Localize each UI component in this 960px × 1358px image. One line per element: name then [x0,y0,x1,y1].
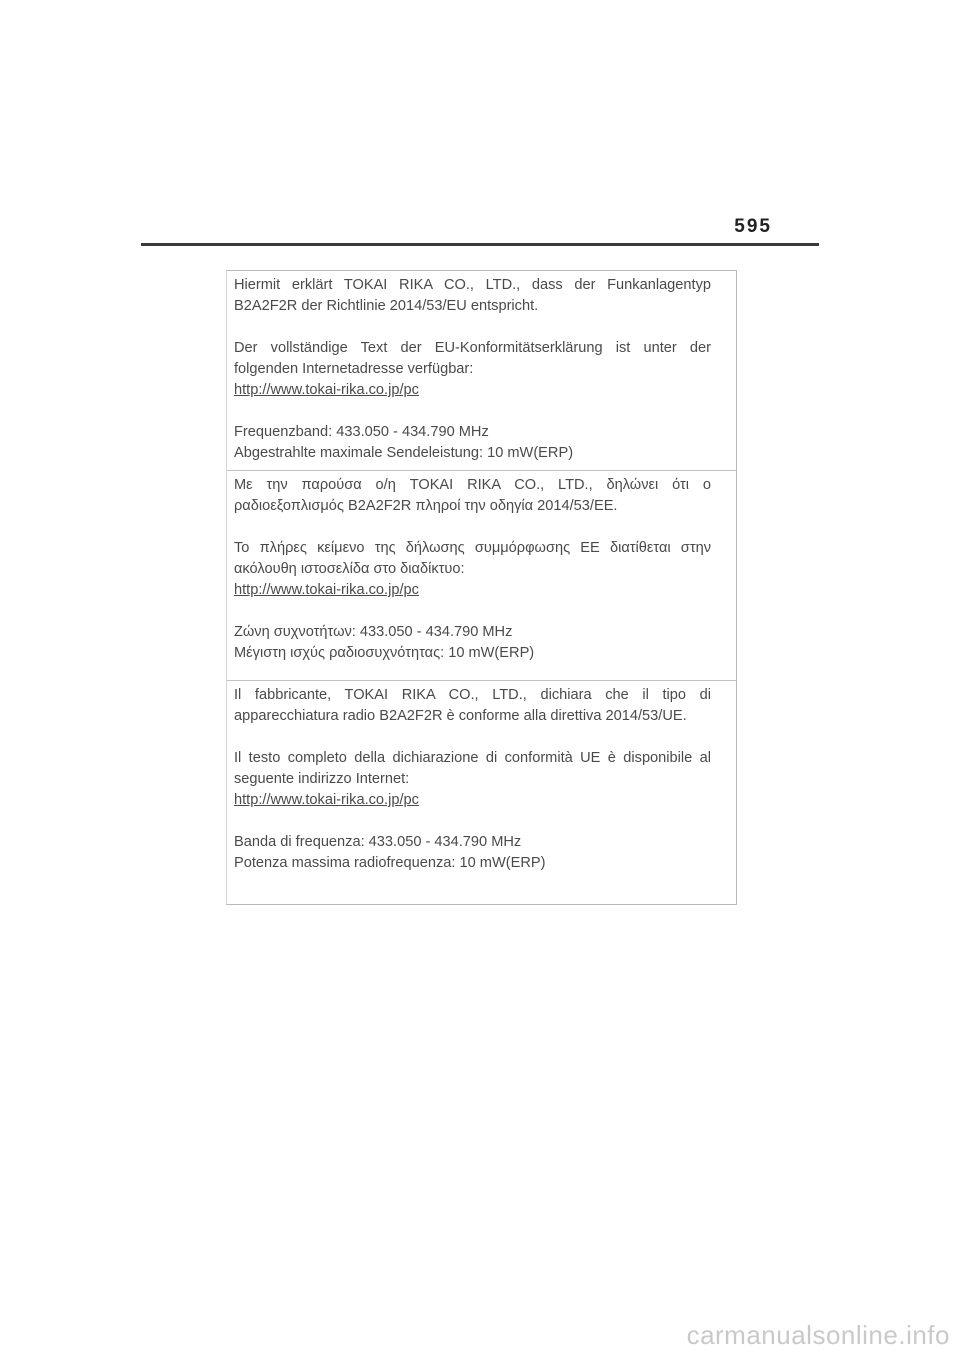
frequency-text: Frequenzband: 433.050 - 434.790 MHz [234,424,489,440]
url-link[interactable]: http://www.tokai-rika.co.jp/pc [234,382,419,398]
section-italian [227,681,736,904]
frequency-text: Banda di frequenza: 433.050 - 434.790 MHz [234,834,522,850]
frequency-text: Ζώνη συχνοτήτων: 433.050 - 434.790 MHz [234,624,513,640]
section-german [227,271,736,471]
watermark: carmanualsonline.info [686,1320,950,1350]
declaration-text: Με την παρούσα ο/η TOKAI RIKA CO., LTD., δηλώνει ότι ο ραδιοεξοπλισμός B2A2F2R πληροί την οδηγία 2014/53/ΕΕ. [234,477,711,514]
url-link[interactable]: http://www.tokai-rika.co.jp/pc [234,792,419,808]
declaration-text: Il fabbricante, TOKAI RIKA CO., LTD., dichiara che il tipo di apparecchiatura radio B2A2F2R è conforme alla direttiva 2014/53/UE. [234,687,711,724]
power-text: Potenza massima radiofrequenza: 10 mW(ERP) [234,855,546,871]
availability-text: Il testo completo della dichiarazione di conformità UE è disponibile al seguente indirizzo Internet: [234,750,711,787]
power-text: Abgestrahlte maximale Sendeleistung: 10 mW(ERP) [234,445,574,461]
url-link[interactable]: http://www.tokai-rika.co.jp/pc [234,582,419,598]
power-text: Μέγιστη ισχύς ραδιοσυχνότητας: 10 mW(ERP) [234,645,535,661]
availability-text: Το πλήρες κείμενο της δήλωσης συμμόρφωσης ΕΕ διατίθεται στην ακόλουθη ιστοσελίδα στο διαδίκτυο: [234,540,711,577]
section-greek [227,471,736,681]
declaration-box [226,270,737,905]
page-number: 595 [734,216,772,237]
header-rule [141,243,819,246]
declaration-text: Hiermit erklärt TOKAI RIKA CO., LTD., dass der Funkanlagentyp B2A2F2R der Richtlinie 2014/53/EU entspricht. [234,277,711,314]
availability-text: Der vollständige Text der EU-Konformitätserklärung ist unter der folgenden Internetadresse verfügbar: [234,340,711,377]
